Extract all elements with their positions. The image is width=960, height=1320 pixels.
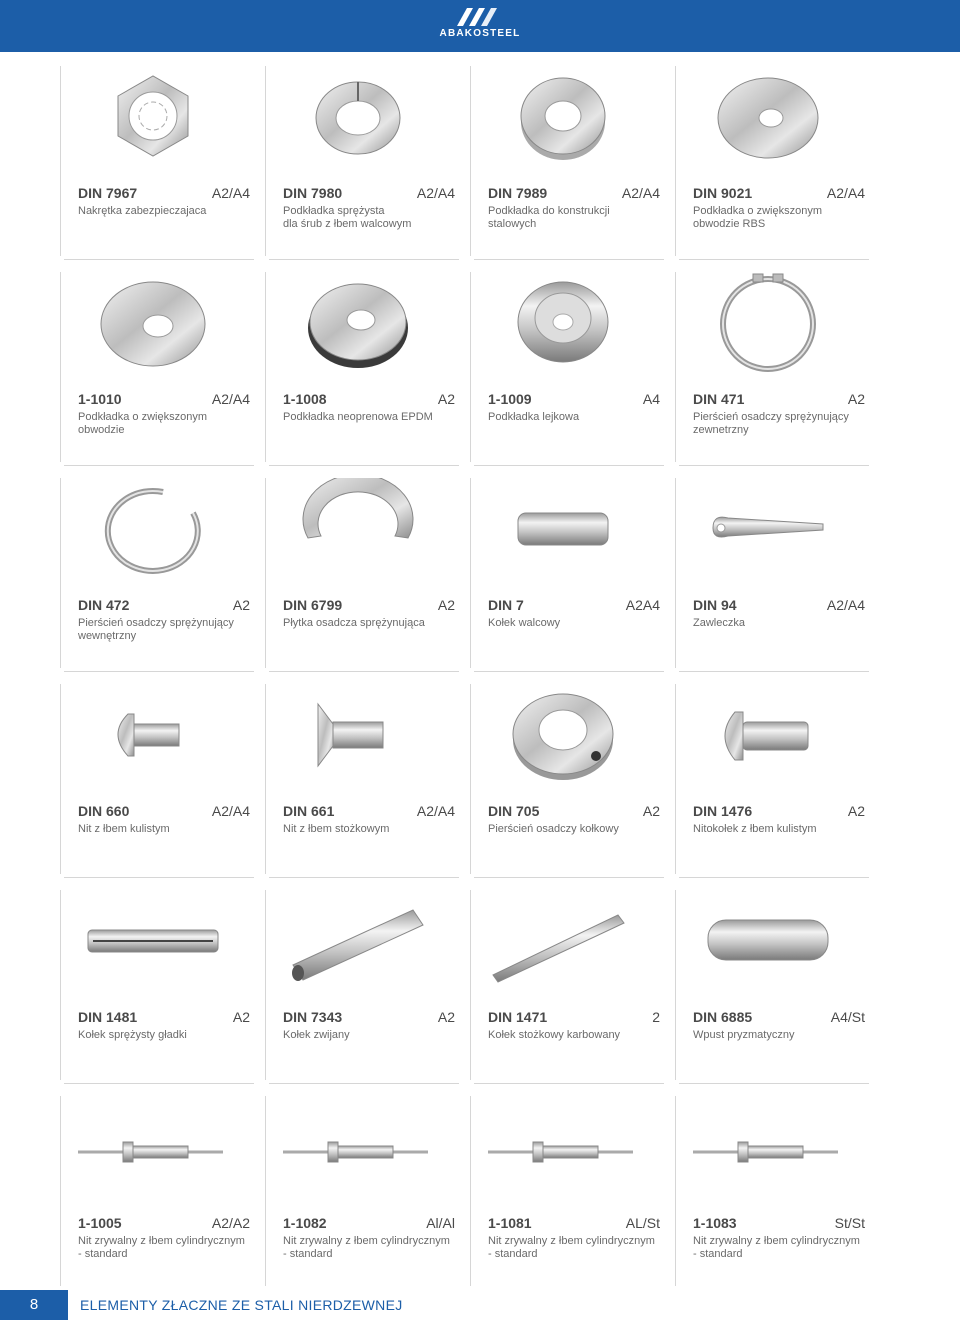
product-card bbox=[673, 876, 863, 1081]
product-description: Nitokołek z łbem kulistym bbox=[693, 823, 817, 835]
product-card bbox=[673, 258, 863, 463]
product-card bbox=[263, 258, 453, 463]
product-card bbox=[468, 1082, 658, 1287]
spring-washer-icon bbox=[263, 66, 453, 176]
product-code: DIN 7343 bbox=[283, 1009, 343, 1025]
product-code: 1-1081 bbox=[488, 1215, 532, 1231]
grooved-pin-icon bbox=[468, 890, 658, 1000]
brand-logo bbox=[0, 0, 960, 52]
product-code: 1-1083 bbox=[693, 1215, 737, 1231]
product-material: A2 bbox=[437, 597, 455, 613]
product-material: A2 bbox=[232, 597, 250, 613]
e-clip-icon bbox=[263, 478, 453, 588]
product-code: 1-1005 bbox=[78, 1215, 122, 1231]
product-material: 2 bbox=[652, 1009, 660, 1025]
product-material: A2/A4 bbox=[211, 391, 250, 407]
row-divider bbox=[64, 465, 254, 466]
product-material: Al/Al bbox=[426, 1215, 455, 1231]
column-divider bbox=[675, 66, 676, 256]
product-description: Podkładka do konstrukcji stalowych bbox=[488, 205, 610, 230]
coiled-pin-icon bbox=[263, 890, 453, 1000]
product-material: A2/A4 bbox=[211, 803, 250, 819]
product-code: DIN 1481 bbox=[78, 1009, 138, 1025]
row-divider bbox=[679, 671, 869, 672]
product-description: Nakrętka zabezpieczajaca bbox=[78, 205, 207, 217]
product-code: DIN 9021 bbox=[693, 185, 753, 201]
column-divider bbox=[265, 890, 266, 1080]
product-card bbox=[263, 464, 453, 669]
product-card bbox=[58, 876, 248, 1081]
column-divider bbox=[470, 478, 471, 668]
column-divider bbox=[470, 890, 471, 1080]
internal-circlip-icon bbox=[58, 478, 248, 588]
column-divider bbox=[265, 272, 266, 462]
product-card bbox=[468, 670, 658, 875]
product-description: Pierścień osadczy kołkowy bbox=[488, 823, 619, 835]
product-card bbox=[468, 876, 658, 1081]
product-code: DIN 660 bbox=[78, 803, 130, 819]
product-card bbox=[263, 52, 453, 257]
column-divider bbox=[265, 1096, 266, 1286]
column-divider bbox=[60, 1096, 61, 1286]
product-card bbox=[673, 670, 863, 875]
column-divider bbox=[470, 66, 471, 256]
product-code: 1-1008 bbox=[283, 391, 327, 407]
dowel-pin-icon bbox=[468, 478, 658, 588]
product-material: A2 bbox=[437, 1009, 455, 1025]
product-card bbox=[263, 876, 453, 1081]
parallel-key-icon bbox=[673, 890, 863, 1000]
product-card bbox=[58, 670, 248, 875]
column-divider bbox=[675, 272, 676, 462]
product-card bbox=[673, 1082, 863, 1287]
product-description: Nit zrywalny z łbem cylindrycznym - standard bbox=[693, 1235, 860, 1260]
product-description: Nit z łbem stożkowym bbox=[283, 823, 390, 835]
column-divider bbox=[675, 684, 676, 874]
product-code: 1-1009 bbox=[488, 391, 532, 407]
row-divider bbox=[679, 877, 869, 878]
brand-name: ABAKOSTEEL bbox=[439, 28, 521, 39]
product-description: Kołek zwijany bbox=[283, 1029, 350, 1041]
product-description: Pierścień osadczy sprężynujący zewnetrzny bbox=[693, 411, 849, 436]
column-divider bbox=[675, 890, 676, 1080]
header-bar bbox=[0, 0, 960, 52]
column-divider bbox=[60, 66, 61, 256]
product-code: DIN 705 bbox=[488, 803, 540, 819]
product-material: A2 bbox=[642, 803, 660, 819]
product-material: St/St bbox=[834, 1215, 865, 1231]
column-divider bbox=[265, 478, 266, 668]
external-circlip-icon bbox=[673, 272, 863, 382]
abakosteel-logo-icon bbox=[455, 6, 505, 28]
blind-rivet-icon bbox=[263, 1096, 453, 1206]
product-card bbox=[468, 464, 658, 669]
product-code: 1-1082 bbox=[283, 1215, 327, 1231]
product-material: A2/A4 bbox=[621, 185, 660, 201]
row-divider bbox=[269, 671, 459, 672]
product-description: Nit zrywalny z łbem cylindrycznym - standard bbox=[488, 1235, 655, 1260]
product-material: A2/A4 bbox=[416, 803, 455, 819]
product-code: DIN 6885 bbox=[693, 1009, 753, 1025]
row-divider bbox=[64, 877, 254, 878]
product-code: DIN 1476 bbox=[693, 803, 753, 819]
row-divider bbox=[64, 671, 254, 672]
product-material: A2 bbox=[232, 1009, 250, 1025]
product-description: Nit zrywalny z łbem cylindrycznym - standard bbox=[78, 1235, 245, 1260]
product-material: AL/St bbox=[625, 1215, 660, 1231]
product-description: Kołek stożkowy karbowany bbox=[488, 1029, 621, 1041]
row-divider bbox=[269, 465, 459, 466]
product-code: DIN 1471 bbox=[488, 1009, 548, 1025]
blind-rivet-icon bbox=[58, 1096, 248, 1206]
product-card bbox=[468, 52, 658, 257]
product-code: DIN 471 bbox=[693, 391, 745, 407]
product-material: A2/A2 bbox=[211, 1215, 250, 1231]
column-divider bbox=[265, 66, 266, 256]
page-footer-title: ELEMENTY ZŁACZNE ZE STALI NIERDZEWNEJ bbox=[80, 1297, 403, 1313]
column-divider bbox=[470, 684, 471, 874]
blind-rivet-icon bbox=[673, 1096, 863, 1206]
product-card bbox=[673, 464, 863, 669]
pal-nut-icon bbox=[58, 66, 248, 176]
product-description: Kołek sprężysty gładki bbox=[78, 1029, 187, 1041]
thick-washer-icon bbox=[468, 66, 658, 176]
cotter-pin-icon bbox=[673, 478, 863, 588]
product-code: DIN 7 bbox=[488, 597, 524, 613]
column-divider bbox=[265, 684, 266, 874]
product-material: A2/A4 bbox=[211, 185, 250, 201]
row-divider bbox=[64, 259, 254, 260]
row-divider bbox=[679, 259, 869, 260]
product-card bbox=[263, 670, 453, 875]
page-number: 8 bbox=[0, 1290, 68, 1320]
row-divider bbox=[474, 259, 664, 260]
product-code: DIN 7980 bbox=[283, 185, 343, 201]
column-divider bbox=[60, 478, 61, 668]
product-material: A2/A4 bbox=[416, 185, 455, 201]
column-divider bbox=[470, 272, 471, 462]
large-washer-icon bbox=[673, 66, 863, 176]
product-material: A4 bbox=[642, 391, 660, 407]
product-description: Zawleczka bbox=[693, 617, 745, 629]
product-material: A2/A4 bbox=[826, 597, 865, 613]
product-material: A2 bbox=[847, 803, 865, 819]
spring-pin-icon bbox=[58, 890, 248, 1000]
product-card bbox=[673, 52, 863, 257]
product-code: DIN 7967 bbox=[78, 185, 138, 201]
round-head-rivet-icon bbox=[58, 684, 248, 794]
product-code: DIN 7989 bbox=[488, 185, 548, 201]
grooved-rivet-icon bbox=[673, 684, 863, 794]
product-description: Podkładka o zwiększonym obwodzie RBS bbox=[693, 205, 823, 230]
product-code: 1-1010 bbox=[78, 391, 122, 407]
column-divider bbox=[675, 1096, 676, 1286]
row-divider bbox=[679, 1083, 869, 1084]
product-description: Kołek walcowy bbox=[488, 617, 561, 629]
product-description: Podkładka lejkowa bbox=[488, 411, 580, 423]
row-divider bbox=[474, 877, 664, 878]
product-code: DIN 661 bbox=[283, 803, 335, 819]
product-card bbox=[263, 1082, 453, 1287]
product-material: A4/St bbox=[830, 1009, 865, 1025]
row-divider bbox=[269, 1083, 459, 1084]
row-divider bbox=[269, 877, 459, 878]
row-divider bbox=[64, 1083, 254, 1084]
epdm-washer-icon bbox=[263, 272, 453, 382]
product-description: Pierścień osadczy sprężynujący wewnętrzny bbox=[78, 617, 234, 642]
column-divider bbox=[470, 1096, 471, 1286]
product-material: A2 bbox=[437, 391, 455, 407]
product-code: DIN 94 bbox=[693, 597, 737, 613]
row-divider bbox=[474, 1083, 664, 1084]
column-divider bbox=[675, 478, 676, 668]
row-divider bbox=[269, 259, 459, 260]
countersunk-washer-icon bbox=[468, 272, 658, 382]
column-divider bbox=[60, 890, 61, 1080]
product-card bbox=[58, 52, 248, 257]
product-card bbox=[58, 258, 248, 463]
product-material: A2 bbox=[847, 391, 865, 407]
product-card bbox=[58, 1082, 248, 1287]
product-code: DIN 472 bbox=[78, 597, 130, 613]
product-description: Nit z łbem kulistym bbox=[78, 823, 170, 835]
column-divider bbox=[60, 272, 61, 462]
product-description: Podkładka o zwiększonym obwodzie bbox=[78, 411, 208, 436]
row-divider bbox=[474, 465, 664, 466]
product-grid bbox=[58, 52, 878, 1282]
product-material: A2A4 bbox=[625, 597, 660, 613]
product-card bbox=[58, 464, 248, 669]
product-description: Podkładka neoprenowa EPDM bbox=[283, 411, 433, 423]
column-divider bbox=[60, 684, 61, 874]
fender-washer-icon bbox=[58, 272, 248, 382]
product-description: Płytka osadcza sprężynująca bbox=[283, 617, 425, 629]
row-divider bbox=[679, 465, 869, 466]
countersunk-rivet-icon bbox=[263, 684, 453, 794]
product-card bbox=[468, 258, 658, 463]
product-code: DIN 6799 bbox=[283, 597, 343, 613]
blind-rivet-icon bbox=[468, 1096, 658, 1206]
product-description: Podkładka sprężysta dla śrub z łbem walcowym bbox=[283, 205, 412, 230]
product-description: Wpust pryzmatyczny bbox=[693, 1029, 795, 1041]
row-divider bbox=[474, 671, 664, 672]
product-description: Nit zrywalny z łbem cylindrycznym - standard bbox=[283, 1235, 450, 1260]
product-material: A2/A4 bbox=[826, 185, 865, 201]
collar-ring-icon bbox=[468, 684, 658, 794]
